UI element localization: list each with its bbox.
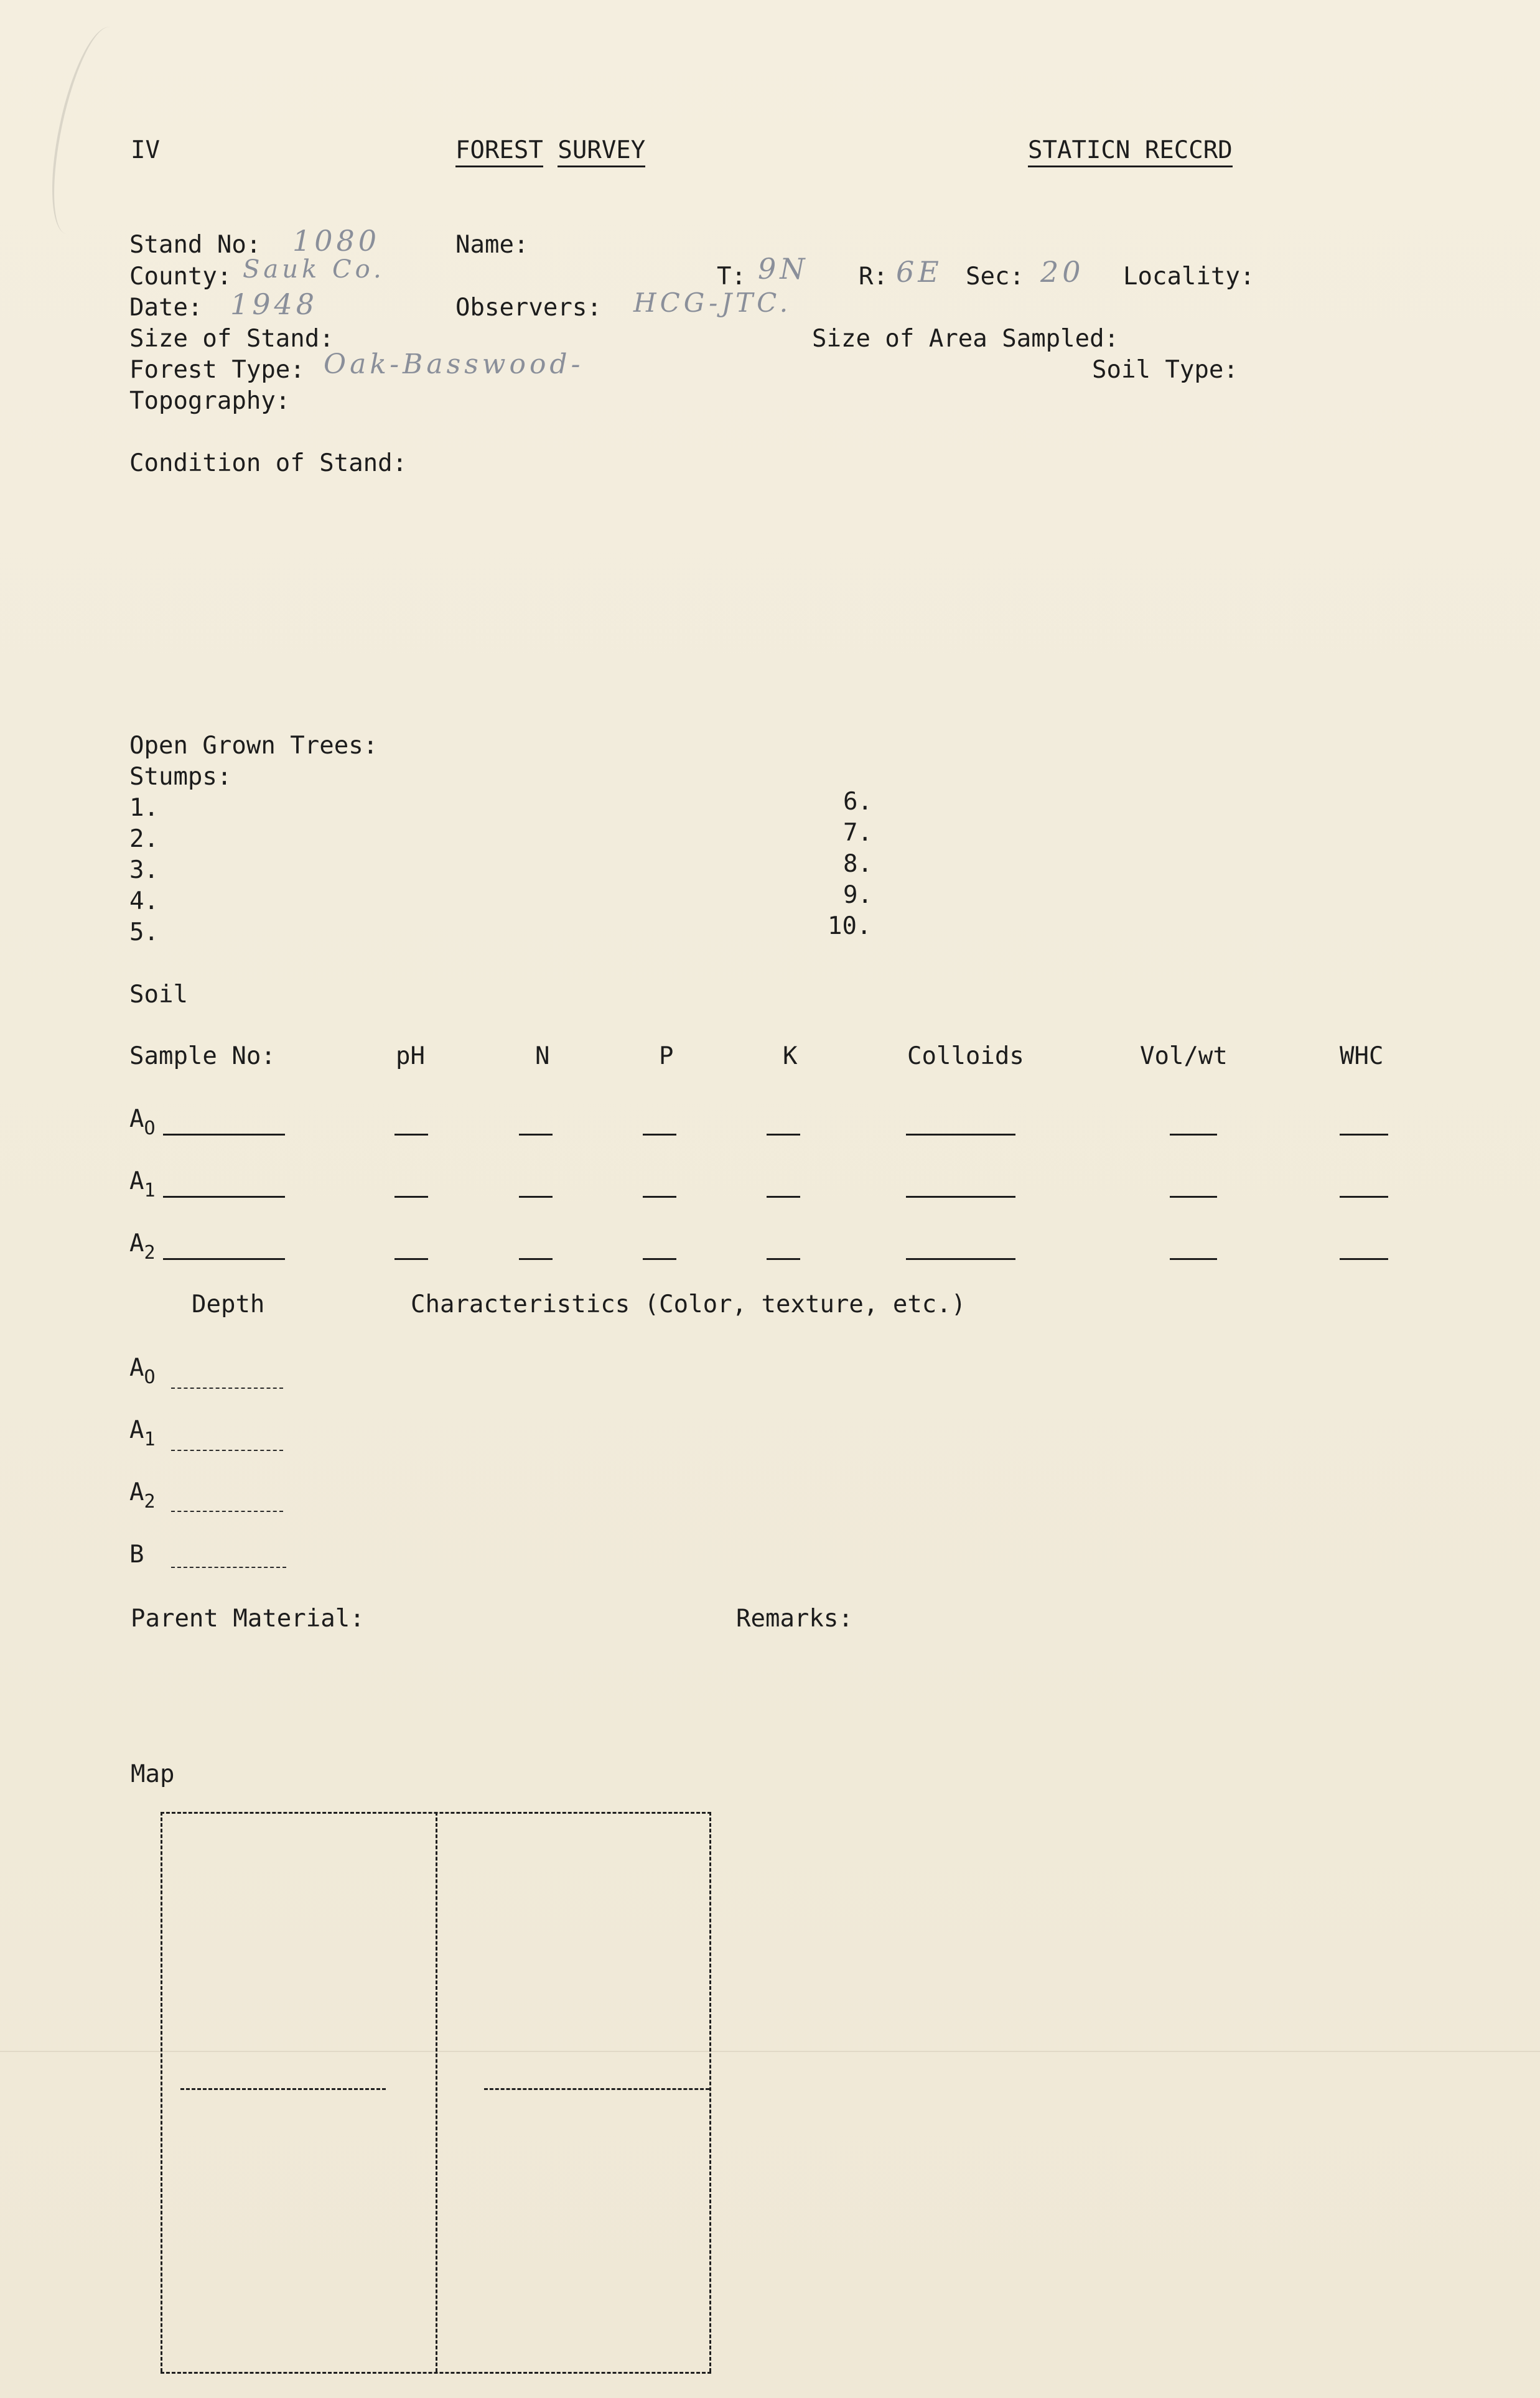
column-header-k: K [783,1042,798,1070]
column-header-whc: WHC [1340,1042,1384,1070]
column-header-colloids: Colloids [907,1042,1024,1070]
observers-value: HCG-JTC. [633,287,792,318]
condition-of-stand-label: Condition of Stand: [129,449,408,477]
record-type-title: STATICN RECCRD [1028,137,1233,167]
colloids-blank [906,1258,1015,1260]
size-of-area-sampled-label: Size of Area Sampled: [812,325,1119,353]
sample-blank [163,1258,285,1260]
map-horizontal-divider-right [484,2088,709,2090]
stump-number: 4. [129,887,159,915]
sample-row-label: $A_1$ [129,1167,156,1201]
observers-label: Observers: [455,294,602,322]
stump-number: 3. [129,856,159,884]
ph-blank [394,1258,428,1260]
characteristics-label: Characteristics (Color, texture, etc.) [411,1290,966,1318]
column-header-vol-wt: Vol/wt [1140,1042,1228,1070]
range-label: R: [859,263,888,291]
remarks-label: Remarks: [736,1605,853,1633]
parent-material-label: Parent Material: [131,1605,365,1633]
p-blank [643,1196,676,1198]
n-blank [519,1258,553,1260]
ph-blank [394,1196,428,1198]
forest-type-label: Forest Type: [129,356,305,384]
township-value: 9N [758,252,809,286]
stump-number: 8. [843,850,872,878]
soil-type-label: Soil Type: [1092,356,1238,384]
ph-blank [394,1134,428,1136]
n-blank [519,1134,553,1136]
section-label: Sec: [966,263,1024,291]
stump-number: 2. [129,825,159,853]
open-grown-trees-label: Open Grown Trees: [129,732,378,760]
range-value: 6E [896,255,943,289]
section-number: IV [131,136,160,164]
stump-number: 6. [843,788,872,816]
map-right-border [709,1812,711,2372]
paper-scratch-mark [38,21,139,240]
column-header-n: N [535,1042,550,1070]
k-blank [767,1196,800,1198]
whc-blank [1340,1134,1388,1136]
n-blank [519,1196,553,1198]
colloids-blank [906,1196,1015,1198]
k-blank [767,1134,800,1136]
stump-number: 1. [129,794,159,822]
date-value: 1948 [230,287,319,321]
depth-blank [171,1450,283,1451]
depth-blank [171,1567,286,1568]
soil-section-label: Soil [129,981,188,1009]
stump-number: 10. [828,912,872,940]
township-label: T: [717,263,746,291]
whc-blank [1340,1258,1388,1260]
stump-number: 5. [129,918,159,946]
date-label: Date: [129,294,203,322]
depth-row-label: $A_2$ [129,1478,156,1513]
column-header-p: P [659,1042,674,1070]
depth-row-label: $A_O$ [129,1354,156,1388]
name-label: Name: [455,231,529,259]
topography-label: Topography: [129,387,291,415]
sample-blank [163,1134,285,1136]
p-blank [643,1134,676,1136]
stand-no-value: 1080 [292,224,381,258]
stumps-label: Stumps: [129,763,232,791]
size-of-stand-label: Size of Stand: [129,325,334,353]
paper-fold-line [0,2051,1540,2052]
form-title: FOREST SURVEY [455,137,645,164]
map-left-border [161,1812,162,2372]
locality-label: Locality: [1123,263,1255,291]
depth-blank [171,1511,283,1512]
depth-label: Depth [192,1290,265,1318]
stump-number: 7. [843,819,872,847]
county-value: Sauk Co. [243,255,385,284]
county-label: County: [129,263,232,291]
whc-blank [1340,1196,1388,1198]
section-value: 20 [1040,255,1085,289]
map-bottom-border [161,2372,711,2374]
p-blank [643,1258,676,1260]
k-blank [767,1258,800,1260]
colloids-blank [906,1134,1015,1136]
sample-row-label: $A_2$ [129,1229,156,1264]
stump-number: 9. [843,881,872,909]
column-header-sample-no: Sample No: [129,1042,276,1070]
map-vertical-divider [436,1812,437,2372]
vol-wt-blank [1170,1196,1217,1198]
depth-row-label: $A_1$ [129,1416,156,1450]
sample-row-label: $A_O$ [129,1105,156,1139]
vol-wt-blank [1170,1134,1217,1136]
stand-no-label: Stand No: [129,231,261,259]
depth-blank [171,1388,283,1389]
vol-wt-blank [1170,1258,1217,1260]
map-label: Map [131,1760,175,1788]
forest-type-value: Oak-Basswood- [324,348,584,380]
map-horizontal-divider-left [180,2088,386,2090]
sample-blank [163,1196,285,1198]
column-header-ph: pH [396,1042,425,1070]
depth-row-label: B [129,1541,144,1569]
